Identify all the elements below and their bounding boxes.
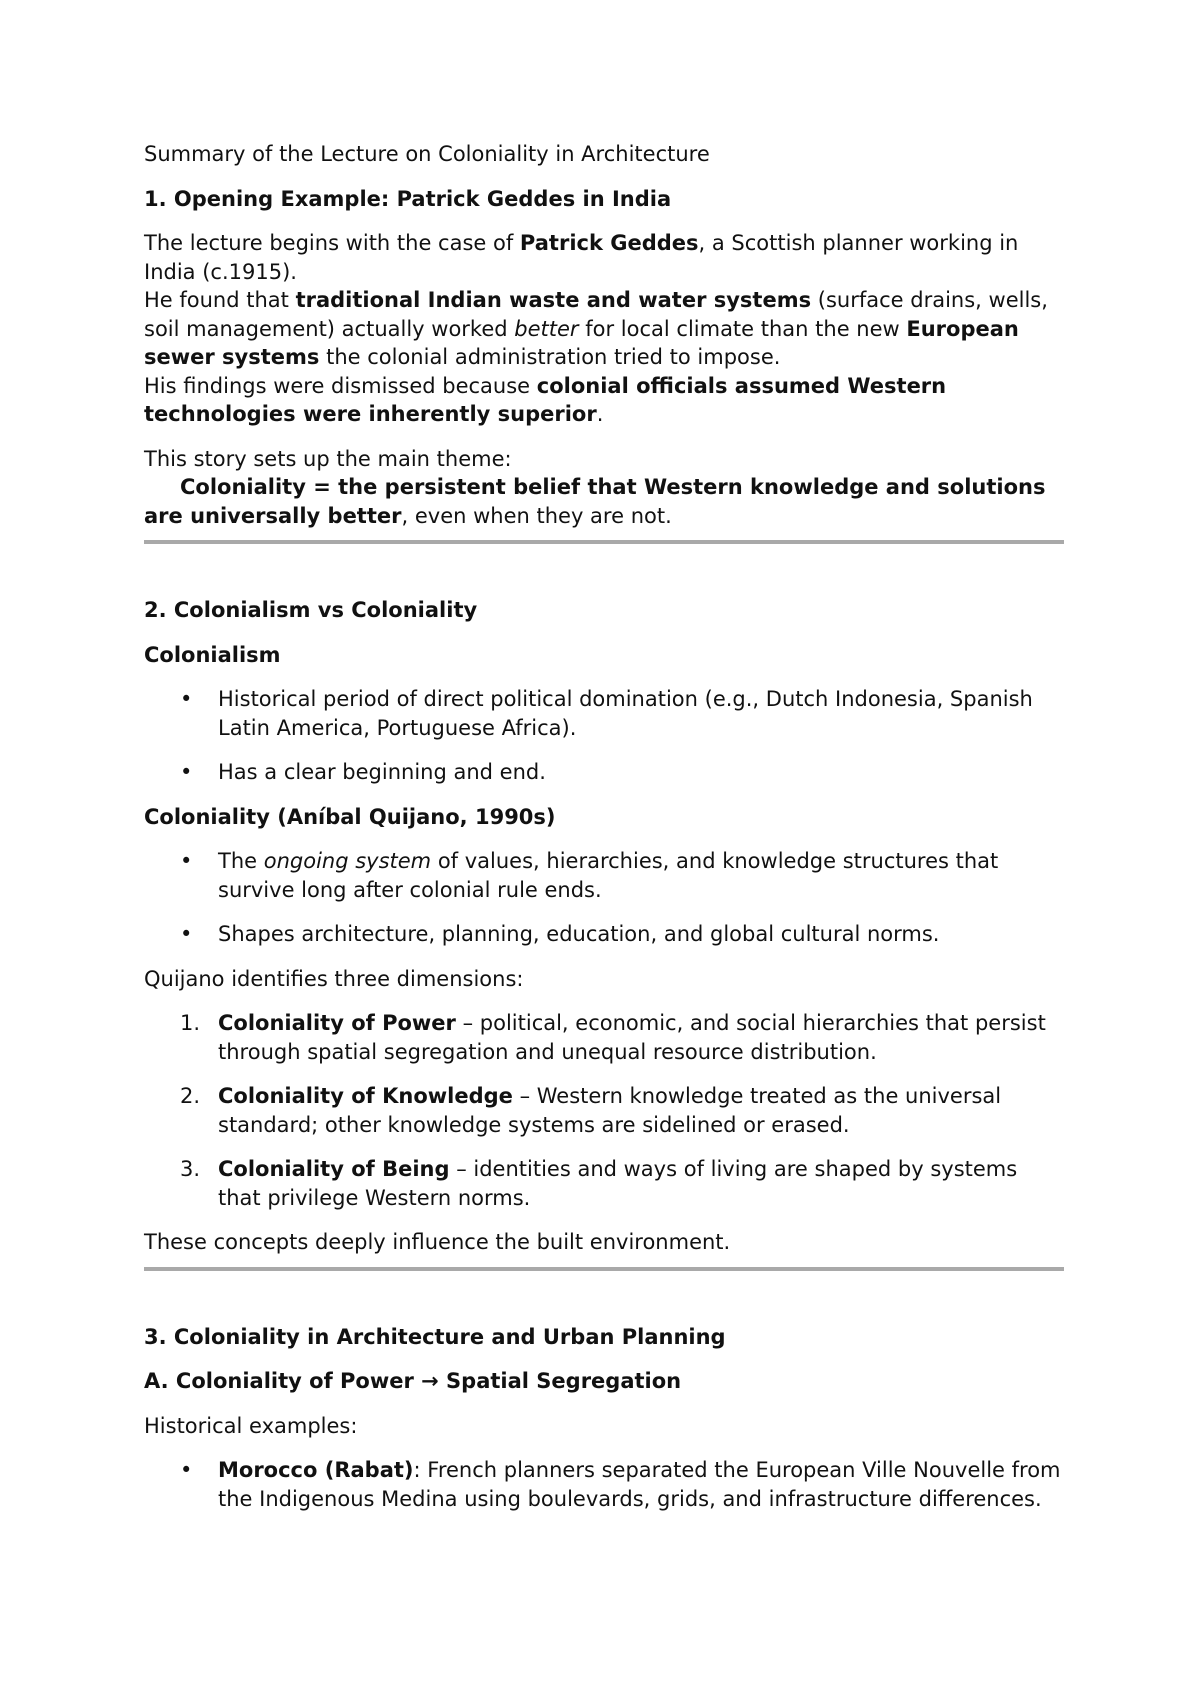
document-page (144, 140, 1064, 1529)
section-divider (144, 540, 1064, 544)
dimensions-intro: Quijano identifies three dimensions: (144, 966, 524, 991)
list-item: • Shapes architecture, planning, education, and global cultural norms. (144, 920, 1064, 949)
list-item: • Historical period of direct political domination (e.g., Dutch Indonesia, Spanish Latin America, Portuguese Africa). (180, 687, 1033, 740)
section-1-theme: This story sets up the main theme: Coloniality = the persistent belief that Western knowledge and solutions are universally better, even when they are not. (144, 446, 1046, 528)
dimensions-list (144, 1009, 1064, 1212)
bullet-icon: • (180, 922, 193, 946)
section-divider (144, 1267, 1064, 1271)
colonialism-heading: Colonialism (144, 642, 281, 667)
section-3-subheading: A. Coloniality of Power → Spatial Segregation (144, 1369, 682, 1393)
section-2-heading: 2. Colonialism vs Coloniality (144, 598, 478, 622)
coloniality-list (144, 847, 1064, 949)
section-1-paragraph: The lecture begins with the case of Patrick Geddes, a Scottish planner working in India (c.1915). He found that traditional Indian waste and water systems (surface drains, wells, soil management) actually worked better for local climate than the new European sewer systems the colonial administration tried to impose. His findings were dismissed because colonial officials assumed Western technologies were inherently superior. (144, 231, 1048, 426)
section-1-heading: 1. Opening Example: Patrick Geddes in India (144, 186, 672, 211)
bullet-icon: • (180, 687, 193, 711)
section-3-heading: 3. Coloniality in Architecture and Urban Planning (144, 1324, 726, 1349)
list-item: • The ongoing system of values, hierarchies, and knowledge structures that survive long after colonial rule ends. (180, 849, 999, 902)
coloniality-heading: Coloniality (Aníbal Quijano, 1990s) (144, 804, 556, 829)
list-item: • Has a clear beginning and end. (144, 758, 1064, 787)
bullet-icon: • (180, 849, 193, 873)
list-item: 2. Coloniality of Knowledge – Western knowledge treated as the universal standard; other knowledge systems are sidelined or erased. (180, 1084, 1002, 1137)
bullet-icon: • (180, 1458, 193, 1482)
list-item: 1. Coloniality of Power – political, economic, and social hierarchies that persist through spatial segregation and unequal resource distribution. (180, 1011, 1046, 1064)
section-2-closing: These concepts deeply influence the built environment. (144, 1230, 731, 1254)
list-item: • Morocco (Rabat): French planners separated the European Ville Nouvelle from the Indigenous Medina using boulevards, grids, and infrastructure differences. (180, 1458, 1061, 1511)
bullet-icon: • (180, 760, 193, 784)
examples-intro: Historical examples: (144, 1413, 358, 1438)
list-item: 3. Coloniality of Being – identities and ways of living are shaped by systems that privilege Western norms. (180, 1157, 1018, 1210)
examples-list (144, 1456, 1064, 1513)
colonialism-list (144, 685, 1064, 787)
document-title: Summary of the Lecture on Coloniality in Architecture (144, 142, 710, 166)
